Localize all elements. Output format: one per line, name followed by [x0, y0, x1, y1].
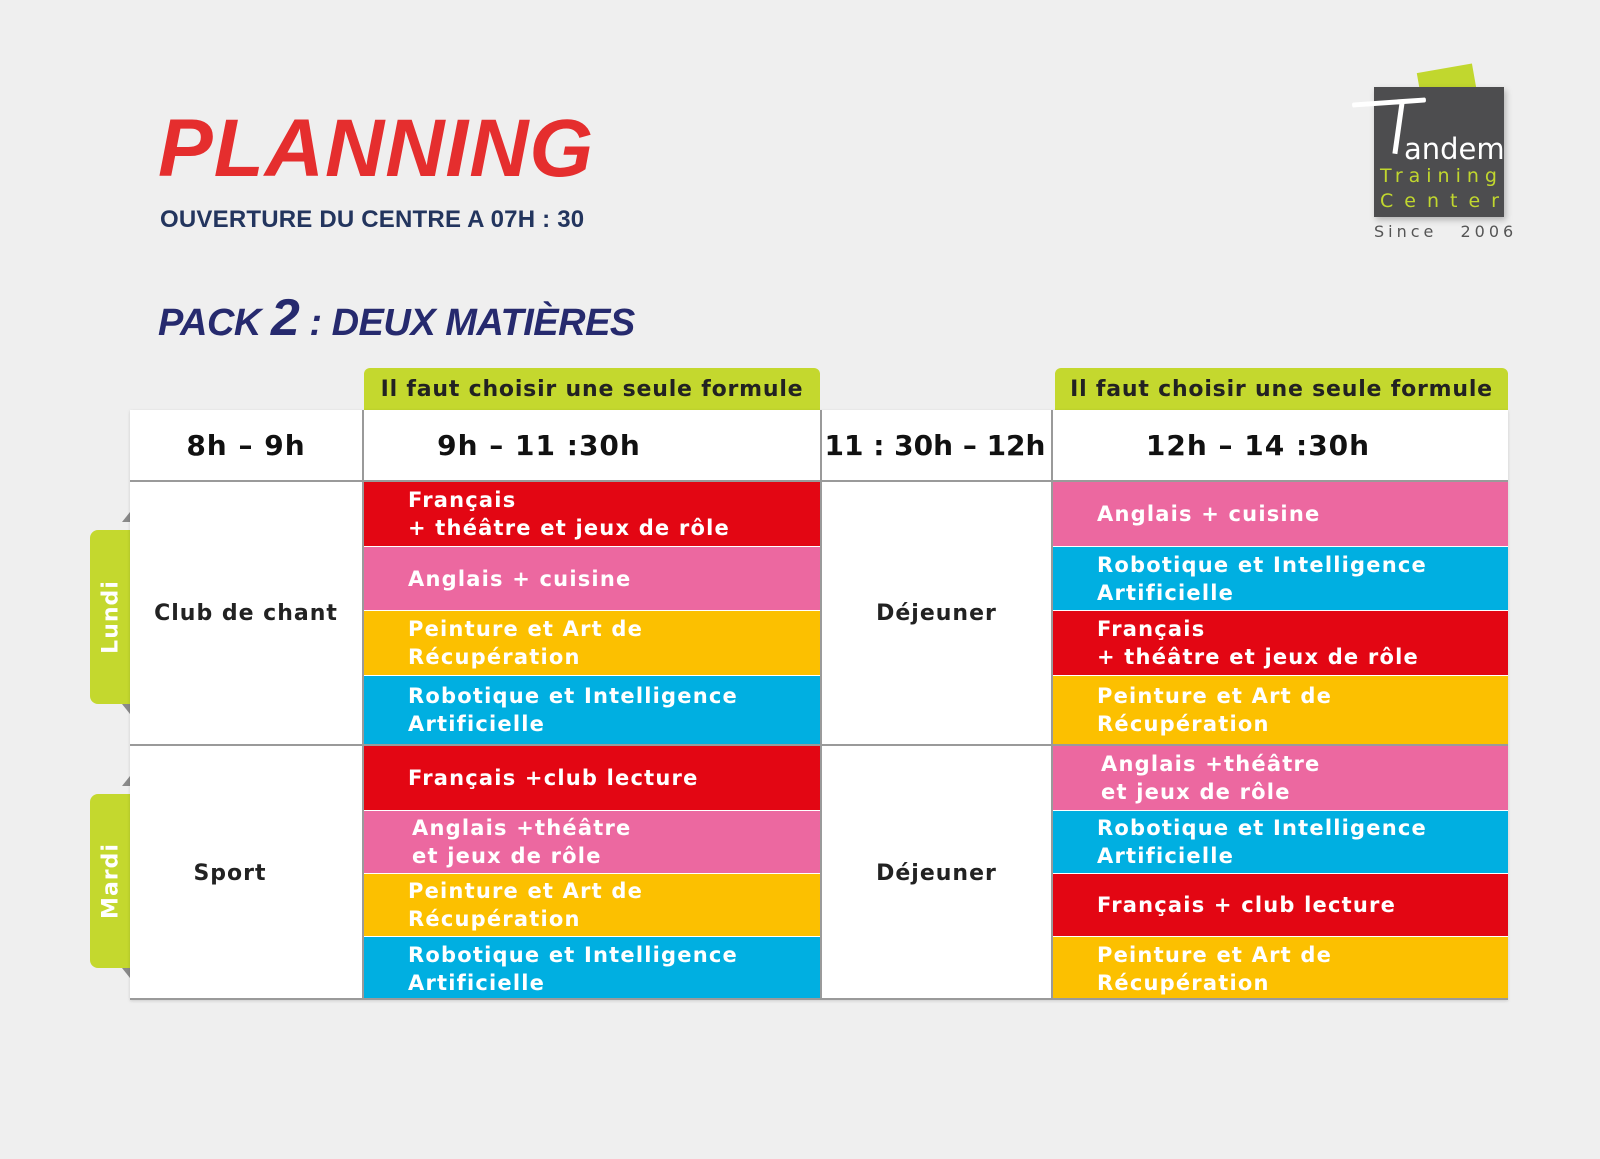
mardi-notch-top [122, 776, 130, 786]
pack-number: 2 [270, 289, 300, 347]
mardi-afternoon-option[interactable]: Peinture et Art de Récupération [1053, 937, 1508, 1000]
lundi-afternoon-option[interactable]: Robotique et Intelligence Artificielle [1053, 547, 1508, 610]
lundi-morning-option[interactable]: Français + théâtre et jeux de rôle [364, 482, 820, 546]
col-header-afternoon: 12h – 14 :30h [1145, 428, 1371, 462]
day-tab-mardi [90, 794, 132, 968]
mardi-lunch: Déjeuner [876, 860, 997, 886]
lundi-afternoon-option[interactable]: Français + théâtre et jeux de rôle [1053, 611, 1508, 675]
pack-prefix: PACK [158, 302, 271, 344]
lundi-lunch: Déjeuner [876, 600, 997, 626]
mardi-early-activity: Sport [193, 860, 267, 886]
pack-heading [158, 288, 635, 348]
mardi-morning-option[interactable]: Robotique et Intelligence Artificielle [364, 937, 820, 1000]
lundi-morning-option[interactable]: Anglais + cuisine [364, 547, 820, 610]
logo-line1: andem [1404, 132, 1505, 166]
tandem-logo [1350, 62, 1520, 252]
schedule-table [130, 410, 1508, 1000]
logo-line3: Center [1380, 190, 1510, 212]
day-label-mardi: Mardi [98, 843, 124, 919]
mardi-morning-option[interactable]: Anglais +théâtre et jeux de rôle [364, 811, 820, 873]
col-header-lunch: 11 : 30h – 12h [824, 428, 1046, 462]
afternoon-formula-tab: Il faut choisir une seule formule [1055, 368, 1508, 410]
lundi-morning-option[interactable]: Robotique et Intelligence Artificielle [364, 676, 820, 744]
col-divider-3 [1051, 410, 1053, 1000]
mardi-afternoon-option[interactable]: Anglais +théâtre et jeux de rôle [1053, 746, 1508, 810]
mardi-afternoon-option[interactable]: Français + club lecture [1053, 874, 1508, 936]
lundi-early-activity: Club de chant [154, 600, 338, 626]
lundi-morning-option[interactable]: Peinture et Art de Récupération [364, 611, 820, 675]
table-bottom-line [130, 998, 1508, 1000]
day-label-lundi: Lundi [98, 580, 124, 654]
lundi-afternoon-option[interactable]: Peinture et Art de Récupération [1053, 676, 1508, 744]
col-divider-1 [362, 410, 364, 1000]
day-tab-lundi [90, 530, 132, 704]
mardi-notch-bottom [122, 968, 130, 978]
lundi-notch-top [122, 512, 130, 522]
lundi-notch-bottom [122, 704, 130, 714]
col-header-morning: 9h – 11 :30h [437, 428, 641, 462]
opening-time-subtitle: OUVERTURE DU CENTRE A 07H : 30 [160, 206, 585, 233]
lundi-afternoon-option[interactable]: Anglais + cuisine [1053, 482, 1508, 546]
mardi-morning-option[interactable]: Peinture et Art de Récupération [364, 874, 820, 936]
day-divider [130, 744, 1508, 746]
col-divider-2 [820, 410, 822, 1000]
mardi-afternoon-option[interactable]: Robotique et Intelligence Artificielle [1053, 811, 1508, 873]
pack-suffix: : DEUX MATIÈRES [299, 302, 635, 344]
page-title: PLANNING [158, 103, 595, 194]
mardi-morning-option[interactable]: Français +club lecture [364, 746, 820, 810]
logo-since: Since 2006 [1374, 222, 1518, 241]
logo-line2: Training [1380, 165, 1503, 187]
header-divider [130, 480, 1508, 482]
morning-formula-tab: Il faut choisir une seule formule [364, 368, 820, 410]
col-header-early: 8h – 9h [186, 428, 306, 462]
